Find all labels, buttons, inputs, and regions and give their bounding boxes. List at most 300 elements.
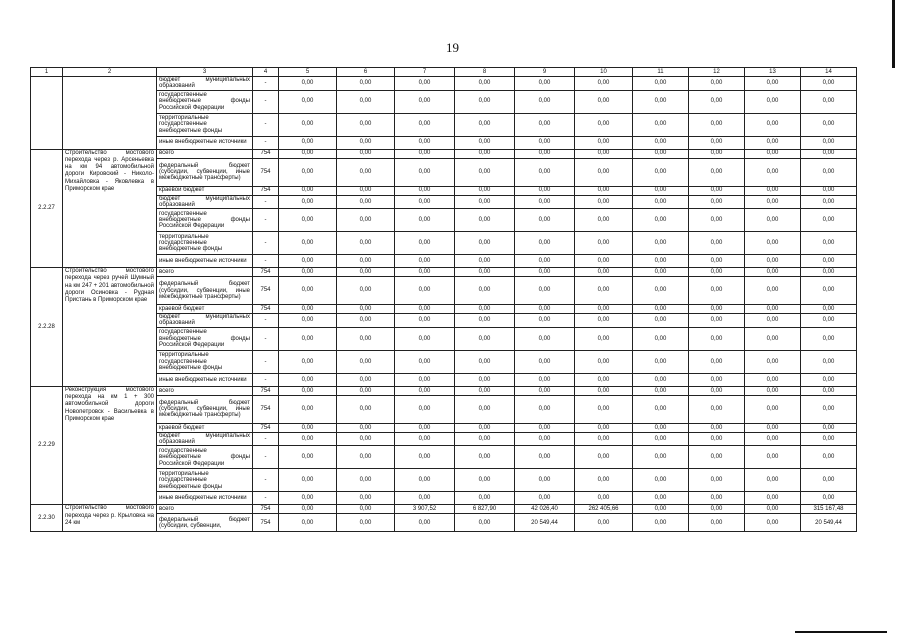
code-cell: - [253,327,279,350]
value-cell: 0,00 [515,432,575,446]
value-cell: 0,00 [279,255,337,268]
value-cell: 0,00 [279,514,337,532]
value-cell: 0,00 [575,492,633,505]
value-cell: 0,00 [575,395,633,423]
column-header: 4 [253,68,279,77]
value-cell: 0,00 [337,113,395,136]
value-cell: 0,00 [455,209,515,232]
value-cell: 0,00 [395,209,455,232]
value-cell: 0,00 [279,446,337,469]
value-cell: 0,00 [633,327,689,350]
value-cell: 0,00 [801,209,857,232]
value-cell: 0,00 [515,136,575,149]
value-cell: 0,00 [395,277,455,305]
code-cell: - [253,113,279,136]
value-cell: 0,00 [455,195,515,209]
value-cell: 0,00 [745,505,801,514]
value-cell: 0,00 [689,255,745,268]
scan-edge-mark [892,0,895,68]
value-cell: 0,00 [395,423,455,432]
funding-source-cell: федеральный бюджет (субсидии, субвенции, иные межбюджетные трансферты) [157,277,253,305]
value-cell: 0,00 [279,149,337,158]
value-cell: 20 549,44 [515,514,575,532]
value-cell: 0,00 [575,469,633,492]
measure-name: Строительство мостового перехода через р. Крыловка на 24 км [63,505,157,532]
value-cell: 6 827,90 [455,505,515,514]
table-row [31,386,857,395]
code-cell: 754 [253,395,279,423]
value-cell: 0,00 [745,149,801,158]
value-cell: 0,00 [395,149,455,158]
code-cell: - [253,350,279,373]
value-cell: 0,00 [279,395,337,423]
value-cell: 0,00 [395,255,455,268]
value-cell: 0,00 [395,469,455,492]
item-number: 2.2.30 [31,505,63,532]
funding-source-cell: бюджет муниципальных образований [157,195,253,209]
value-cell: 0,00 [395,373,455,386]
value-cell: 0,00 [395,195,455,209]
column-header: 9 [515,68,575,77]
value-cell: 0,00 [455,113,515,136]
value-cell: 0,00 [745,514,801,532]
value-cell: 0,00 [689,432,745,446]
value-cell: 0,00 [337,268,395,277]
funding-source-cell: всего [157,386,253,395]
value-cell: 0,00 [801,277,857,305]
value-cell: 0,00 [455,90,515,113]
value-cell: 0,00 [455,432,515,446]
value-cell: 0,00 [801,350,857,373]
value-cell: 0,00 [633,432,689,446]
code-cell: - [253,255,279,268]
table-row [31,149,857,158]
value-cell: 0,00 [689,77,745,91]
value-cell: 0,00 [801,90,857,113]
value-cell: 0,00 [689,113,745,136]
value-cell: 0,00 [337,136,395,149]
value-cell: 0,00 [455,305,515,314]
value-cell: 0,00 [395,514,455,532]
funding-source-cell: краевой бюджет [157,186,253,195]
value-cell: 0,00 [279,277,337,305]
value-cell: 0,00 [455,327,515,350]
value-cell: 0,00 [395,492,455,505]
funding-source-cell: всего [157,149,253,158]
value-cell: 0,00 [337,186,395,195]
value-cell: 0,00 [515,149,575,158]
value-cell: 0,00 [633,136,689,149]
value-cell: 0,00 [575,158,633,186]
value-cell: 0,00 [515,268,575,277]
funding-source-cell: краевой бюджет [157,423,253,432]
value-cell: 0,00 [337,514,395,532]
funding-source-cell: федеральный бюджет (субсидии, субвенции, [157,514,253,532]
value-cell: 0,00 [801,136,857,149]
value-cell: 0,00 [575,232,633,255]
measure-name: Реконструкция мостового перехода на км 1 + 300 автомобильной дороги Новопетровск - Васильевка в Приморском крае [63,386,157,505]
value-cell: 0,00 [745,432,801,446]
value-cell: 0,00 [689,90,745,113]
value-cell: 0,00 [575,423,633,432]
value-cell: 0,00 [515,469,575,492]
value-cell: 0,00 [689,469,745,492]
value-cell: 0,00 [575,432,633,446]
column-header: 12 [689,68,745,77]
item-number: 2.2.28 [31,268,63,387]
value-cell: 0,00 [633,268,689,277]
value-cell: 0,00 [745,373,801,386]
value-cell: 0,00 [689,514,745,532]
value-cell: 0,00 [689,350,745,373]
value-cell: 0,00 [455,446,515,469]
value-cell: 0,00 [455,232,515,255]
value-cell: 0,00 [801,77,857,91]
value-cell: 0,00 [279,492,337,505]
value-cell: 0,00 [633,186,689,195]
value-cell: 0,00 [279,305,337,314]
code-cell: - [253,469,279,492]
value-cell: 0,00 [515,255,575,268]
code-cell: - [253,492,279,505]
value-cell: 0,00 [455,514,515,532]
value-cell: 0,00 [515,305,575,314]
value-cell: 0,00 [395,446,455,469]
value-cell: 0,00 [455,77,515,91]
value-cell: 0,00 [515,386,575,395]
value-cell: 0,00 [515,423,575,432]
value-cell: 0,00 [395,305,455,314]
value-cell: 0,00 [337,149,395,158]
value-cell: 0,00 [575,77,633,91]
value-cell: 0,00 [689,209,745,232]
value-cell: 0,00 [801,386,857,395]
value-cell: 0,00 [689,149,745,158]
measure-name: Строительство мостового перехода через р. Арсеньевка на км 94 автомобильной дороги Кировский - Николо-Михайловка - Яковлевка в Приморском крае [63,149,157,268]
value-cell: 0,00 [689,277,745,305]
value-cell: 0,00 [801,232,857,255]
column-header: 1 [31,68,63,77]
value-cell: 0,00 [633,255,689,268]
value-cell: 0,00 [455,314,515,328]
value-cell: 0,00 [337,232,395,255]
code-cell: - [253,77,279,91]
value-cell: 0,00 [575,255,633,268]
value-cell: 0,00 [575,113,633,136]
value-cell: 0,00 [801,305,857,314]
code-cell: - [253,232,279,255]
table-header-row [31,68,857,77]
value-cell: 0,00 [395,314,455,328]
value-cell: 0,00 [279,373,337,386]
value-cell: 0,00 [395,136,455,149]
value-cell: 0,00 [337,423,395,432]
funding-source-cell: территориальные государственные внебюджетные фонды [157,232,253,255]
value-cell: 0,00 [689,305,745,314]
value-cell: 0,00 [689,373,745,386]
value-cell: 0,00 [395,395,455,423]
value-cell: 0,00 [455,350,515,373]
value-cell: 0,00 [745,305,801,314]
value-cell: 0,00 [575,305,633,314]
value-cell: 0,00 [801,446,857,469]
value-cell: 0,00 [279,195,337,209]
value-cell: 0,00 [279,432,337,446]
funding-source-cell: государственные внебюджетные фонды Российской Федерации [157,446,253,469]
value-cell: 0,00 [455,149,515,158]
value-cell: 0,00 [337,277,395,305]
value-cell: 262 405,66 [575,505,633,514]
code-cell: - [253,209,279,232]
value-cell: 0,00 [745,386,801,395]
value-cell: 0,00 [279,136,337,149]
value-cell: 0,00 [633,446,689,469]
value-cell: 0,00 [515,77,575,91]
value-cell: 0,00 [745,314,801,328]
value-cell: 0,00 [455,386,515,395]
value-cell: 0,00 [455,395,515,423]
column-header: 2 [63,68,157,77]
value-cell: 0,00 [633,423,689,432]
value-cell: 42 026,40 [515,505,575,514]
column-header: 6 [337,68,395,77]
value-cell: 0,00 [337,395,395,423]
value-cell: 0,00 [575,373,633,386]
value-cell: 0,00 [801,395,857,423]
value-cell: 0,00 [689,268,745,277]
value-cell: 0,00 [801,373,857,386]
value-cell: 0,00 [515,90,575,113]
value-cell: 0,00 [515,232,575,255]
value-cell: 0,00 [279,469,337,492]
column-header: 11 [633,68,689,77]
value-cell: 0,00 [337,469,395,492]
value-cell: 0,00 [745,113,801,136]
value-cell: 0,00 [455,136,515,149]
value-cell: 0,00 [337,305,395,314]
value-cell: 0,00 [515,186,575,195]
value-cell: 0,00 [279,268,337,277]
value-cell: 0,00 [515,209,575,232]
code-cell: - [253,446,279,469]
value-cell: 0,00 [395,90,455,113]
value-cell: 0,00 [575,268,633,277]
value-cell: 0,00 [801,268,857,277]
value-cell: 0,00 [633,514,689,532]
value-cell: 0,00 [515,113,575,136]
funding-source-cell: государственные внебюджетные фонды Российской Федерации [157,90,253,113]
value-cell: 0,00 [395,113,455,136]
funding-source-cell: иные внебюджетные источники [157,492,253,505]
value-cell: 0,00 [745,209,801,232]
value-cell: 0,00 [515,314,575,328]
value-cell: 0,00 [395,77,455,91]
code-cell: 754 [253,149,279,158]
value-cell: 0,00 [575,277,633,305]
value-cell: 0,00 [633,305,689,314]
value-cell: 0,00 [745,136,801,149]
value-cell: 0,00 [633,469,689,492]
code-cell: - [253,90,279,113]
value-cell: 0,00 [455,469,515,492]
value-cell: 0,00 [455,373,515,386]
value-cell: 0,00 [279,113,337,136]
value-cell: 0,00 [801,255,857,268]
code-cell: 754 [253,305,279,314]
value-cell: 0,00 [515,277,575,305]
value-cell: 0,00 [575,327,633,350]
value-cell: 0,00 [745,350,801,373]
value-cell: 0,00 [575,386,633,395]
funding-source-cell: территориальные государственные внебюджетные фонды [157,469,253,492]
code-cell: 754 [253,186,279,195]
value-cell: 0,00 [633,232,689,255]
value-cell: 0,00 [279,186,337,195]
table-row [31,505,857,514]
code-cell: - [253,432,279,446]
value-cell: 0,00 [801,469,857,492]
value-cell: 0,00 [279,350,337,373]
code-cell: 754 [253,423,279,432]
value-cell: 0,00 [279,77,337,91]
value-cell: 0,00 [337,350,395,373]
funding-source-cell: территориальные государственные внебюджетные фонды [157,350,253,373]
value-cell: 0,00 [395,386,455,395]
value-cell: 0,00 [337,314,395,328]
value-cell: 0,00 [279,232,337,255]
value-cell: 0,00 [801,113,857,136]
column-header: 7 [395,68,455,77]
value-cell: 0,00 [395,186,455,195]
code-cell: 754 [253,386,279,395]
table-row [31,77,857,91]
value-cell: 0,00 [575,195,633,209]
value-cell: 0,00 [633,90,689,113]
value-cell: 0,00 [395,158,455,186]
item-number: 2.2.29 [31,386,63,505]
value-cell: 0,00 [279,314,337,328]
funding-source-cell: территориальные государственные внебюджетные фонды [157,113,253,136]
value-cell: 0,00 [745,186,801,195]
funding-source-cell: всего [157,505,253,514]
value-cell: 0,00 [633,113,689,136]
value-cell: 0,00 [575,314,633,328]
value-cell: 0,00 [689,423,745,432]
value-cell: 0,00 [455,186,515,195]
value-cell: 0,00 [745,232,801,255]
value-cell: 0,00 [633,395,689,423]
value-cell: 0,00 [801,432,857,446]
value-cell: 0,00 [337,432,395,446]
column-header: 3 [157,68,253,77]
value-cell: 0,00 [745,446,801,469]
column-header: 14 [801,68,857,77]
value-cell: 0,00 [279,158,337,186]
value-cell: 0,00 [801,149,857,158]
value-cell: 0,00 [745,469,801,492]
value-cell: 0,00 [633,505,689,514]
value-cell: 0,00 [575,90,633,113]
value-cell: 0,00 [575,446,633,469]
value-cell: 0,00 [801,492,857,505]
value-cell: 0,00 [689,492,745,505]
value-cell: 0,00 [575,350,633,373]
code-cell: - [253,195,279,209]
value-cell: 0,00 [801,158,857,186]
value-cell: 0,00 [745,90,801,113]
funding-source-cell: иные внебюджетные источники [157,373,253,386]
value-cell: 0,00 [575,136,633,149]
value-cell: 0,00 [745,492,801,505]
value-cell: 0,00 [515,350,575,373]
funding-source-cell: бюджет муниципальных образований [157,314,253,328]
column-header: 5 [279,68,337,77]
code-cell: 754 [253,158,279,186]
value-cell: 0,00 [515,395,575,423]
value-cell: 0,00 [801,314,857,328]
code-cell: - [253,136,279,149]
value-cell: 0,00 [395,432,455,446]
item-number: 2.2.27 [31,149,63,268]
value-cell: 0,00 [745,255,801,268]
code-cell: - [253,314,279,328]
budget-table [30,67,857,532]
funding-source-cell: бюджет муниципальных образований [157,77,253,91]
column-header: 8 [455,68,515,77]
value-cell: 0,00 [337,505,395,514]
value-cell: 0,00 [455,492,515,505]
scan-footer-line [795,631,887,633]
value-cell: 0,00 [689,327,745,350]
value-cell: 20 549,44 [801,514,857,532]
value-cell: 0,00 [633,209,689,232]
value-cell: 0,00 [801,195,857,209]
funding-source-cell: государственные внебюджетные фонды Российской Федерации [157,209,253,232]
column-header: 10 [575,68,633,77]
value-cell: 0,00 [575,514,633,532]
value-cell: 0,00 [337,90,395,113]
funding-source-cell: государственные внебюджетные фонды Российской Федерации [157,327,253,350]
value-cell: 0,00 [745,395,801,423]
value-cell: 0,00 [801,423,857,432]
page-number: 19 [446,40,459,55]
value-cell: 3 907,52 [395,505,455,514]
value-cell: 0,00 [689,136,745,149]
value-cell: 0,00 [633,373,689,386]
code-cell: 754 [253,277,279,305]
funding-source-cell: иные внебюджетные источники [157,255,253,268]
value-cell: 0,00 [633,492,689,505]
funding-source-cell: иные внебюджетные источники [157,136,253,149]
value-cell: 0,00 [395,350,455,373]
value-cell: 0,00 [337,158,395,186]
code-cell: 754 [253,505,279,514]
value-cell: 0,00 [689,232,745,255]
value-cell: 0,00 [279,386,337,395]
measure-name-cell [63,77,157,150]
value-cell: 0,00 [337,195,395,209]
value-cell: 0,00 [455,277,515,305]
value-cell: 315 167,48 [801,505,857,514]
code-cell: - [253,373,279,386]
value-cell: 0,00 [279,423,337,432]
value-cell: 0,00 [575,149,633,158]
value-cell: 0,00 [279,209,337,232]
value-cell: 0,00 [745,158,801,186]
code-cell: 754 [253,514,279,532]
value-cell: 0,00 [745,327,801,350]
value-cell: 0,00 [689,314,745,328]
